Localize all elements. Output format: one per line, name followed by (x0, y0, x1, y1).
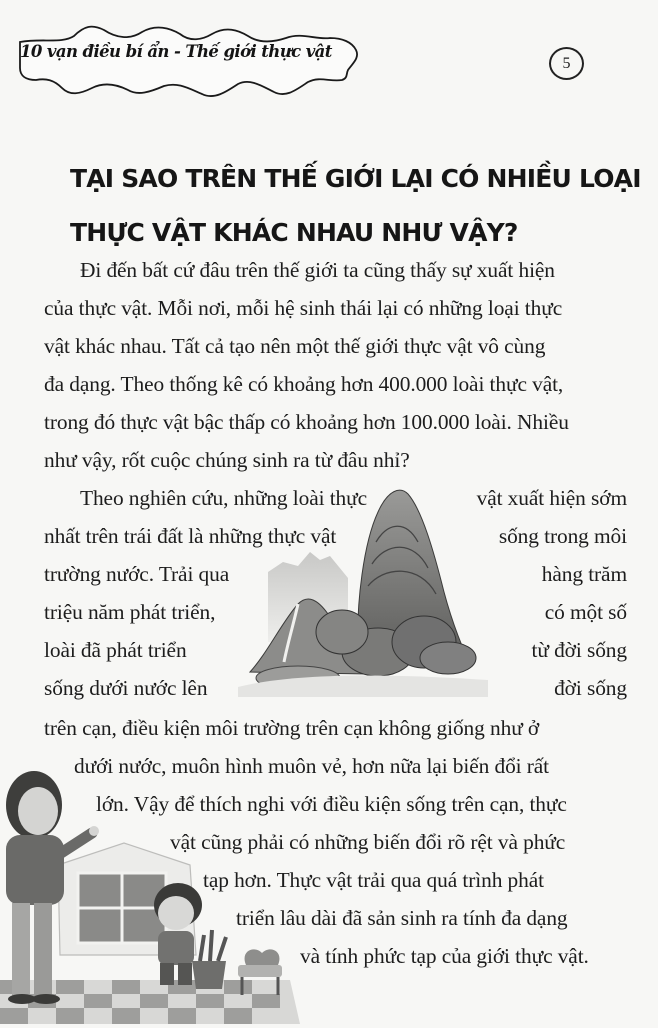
series-title: 10 vạn điều bí ẩn - Thế giới thực vật (20, 42, 332, 61)
paragraph-line: sống trong môi (498, 524, 627, 548)
paragraph-line: Đi đến bất cứ đâu trên thế giới ta cũng thấy sự xuất hiện (80, 258, 555, 282)
paragraph-line: trên cạn, điều kiện môi trường trên cạn không giống như ở (44, 716, 540, 740)
title-line: TẠI SAO TRÊN THẾ GIỚI LẠI CÓ NHIỀU LOẠI (70, 164, 641, 193)
classroom-illustration (0, 765, 300, 1024)
paragraph-line: trường nước. Trải qua (44, 562, 230, 586)
mountain-icon (238, 482, 488, 697)
paragraph-line: vật xuất hiện sớm (476, 486, 627, 510)
paragraph-line: của thực vật. Mỗi nơi, mỗi hệ sinh thái lại có những loại thực (44, 296, 563, 320)
paragraph-line: đa dạng. Theo thống kê có khoảng hơn 400.000 loài thực vật, (44, 372, 564, 396)
paragraph-line: từ đời sống (531, 638, 627, 662)
paragraph-line: triệu năm phát triển, (44, 600, 216, 624)
paragraph-line: sống dưới nước lên (44, 676, 208, 700)
paragraph-line: vật khác nhau. Tất cả tạo nên một thế giới thực vật vô cùng (44, 334, 546, 358)
paragraph-line: triển lâu dài đã sản sinh ra tính đa dạng (236, 906, 568, 930)
paragraph-line: Theo nghiên cứu, những loài thực (80, 486, 368, 510)
paragraph-line: có một số (544, 600, 627, 624)
paragraph-line: hàng trăm (541, 562, 627, 586)
paragraph-line: dưới nước, muôn hình muôn vẻ, hơn nữa lại biến đổi rất (74, 754, 550, 778)
paragraph-line: lớn. Vậy để thích nghi với điều kiện sống trên cạn, thực (96, 792, 567, 816)
paragraph-line: đời sống (554, 676, 627, 700)
teacher-child-icon (0, 765, 300, 1024)
paragraph-line: và tính phức tạp của giới thực vật. (300, 944, 589, 968)
paragraph-line: như vậy, rốt cuộc chúng sinh ra từ đâu nhỉ? (44, 448, 410, 472)
paragraph-line: loài đã phát triển (44, 638, 187, 662)
page-number: 5 (549, 47, 584, 80)
paragraph-line: trong đó thực vật bậc thấp có khoảng hơn 100.000 loài. Nhiều (44, 410, 569, 434)
mountain-illustration (238, 482, 488, 697)
article-title (70, 152, 641, 260)
paragraph-line: vật cũng phải có những biến đổi rõ rệt và phức (170, 830, 566, 854)
paragraph-line: nhất trên trái đất là những thực vật (44, 524, 337, 548)
title-line: THỰC VẬT KHÁC NHAU NHƯ VẬY? (70, 218, 518, 247)
paragraph-line: tạp hơn. Thực vật trải qua quá trình phát (203, 868, 544, 892)
